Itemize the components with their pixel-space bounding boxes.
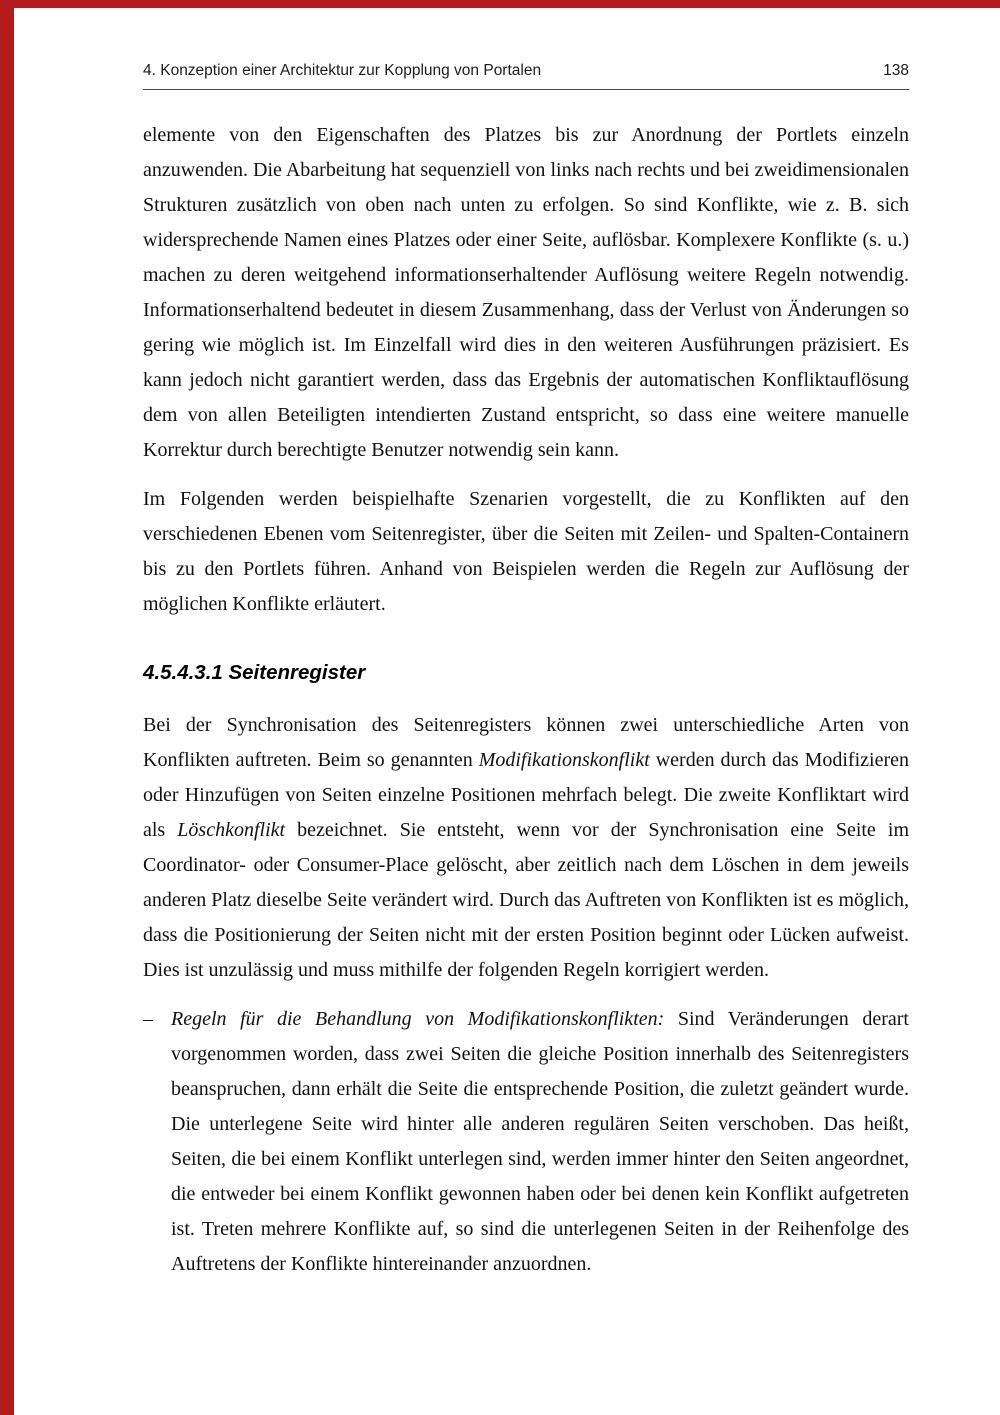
text-segment: Bei der Synchronisation des Seitenregisters können zwei unterschiedliche Arten von Konflikten auftreten. Beim so genannten [143, 714, 909, 771]
section-heading: 4.5.4.3.1 Seitenregister [143, 661, 366, 684]
paragraph [143, 482, 909, 622]
text-segment: Im Folgenden werden beispielhafte Szenarien vorgestellt, die zu Konflikten auf den verschiedenen Ebenen vom Seitenregister, über die Seiten mit Zeilen- und Spalten-Containern bis zu den Portlets führen. Anhand von Beispielen werden die Regeln zur Auflösung der möglichen Konflikte erläutert. [143, 488, 909, 615]
text-segment: Sind Veränderungen derart vorgenommen worden, dass zwei Seiten die gleiche Position innerhalb des Seitenregisters beanspruchen, dann erhält die Seite die entsprechende Position, die zuletzt geändert wurde. Die unterlegene Seite wird hinter alle anderen regulären Seiten verschoben. Das heißt, Seiten, die bei einem Konflikt unterlegen sind, werden immer hinter den Seiten angeordnet, die entweder bei einem Konflikt gewonnen haben oder bei denen kein Konflikt aufgetreten ist. Treten mehrere Konflikte auf, so sind die unterlegenen Seiten in der Reihenfolge des Auftretens der Konflikte hintereinander anzuordnen. [171, 1008, 909, 1275]
text-segment: werden durch das Modifizieren oder Hinzufügen von Seiten einzelne Positionen mehrfach belegt. Die zweite Konfliktart wird als [143, 749, 909, 841]
document-content [143, 118, 909, 1282]
page-number: 138 [883, 62, 909, 79]
paragraph [143, 118, 909, 468]
list-item [143, 1002, 909, 1282]
text-segment: Regeln für die Behandlung von Modifikationskonflikten: [171, 1008, 665, 1030]
text-segment: bezeichnet. Sie entsteht, wenn vor der Synchronisation eine Seite im Coordinator- oder Consumer-Place gelöscht, aber zeitlich nach dem Löschen in dem jeweils anderen Platz dieselbe Seite verändert wird. Durch das Auftreten von Konflikten ist es möglich, dass die Positionierung der Seiten nicht mit der ersten Position beginnt oder Lücken aufweist. Dies ist unzulässig und muss mithilfe der folgenden Regeln korrigiert werden. [143, 819, 909, 981]
page-border-top [0, 0, 1000, 8]
list-marker: – [143, 1008, 153, 1030]
page-content-area [143, 62, 909, 1282]
text-segment: Modifikationskonflikt [478, 749, 650, 771]
list-item-text [171, 1002, 909, 1282]
text-segment: elemente von den Eigenschaften des Platzes bis zur Anordnung der Portlets einzeln anzuwenden. Die Abarbeitung hat sequenziell von links nach rechts und bei zweidimensionalen Strukturen zusätzlich von oben nach unten zu erfolgen. So sind Konflikte, wie z. B. sich widersprechende Namen eines Platzes oder einer Seite, auflösbar. Komplexere Konflikte (s. u.) machen zu deren weitgehend informationserhaltender Auflösung weitere Regeln notwendig. Informationserhaltend bedeutet in diesem Zusammenhang, dass der Verlust von Änderungen so gering wie möglich ist. Im Einzelfall wird dies in den weiteren Ausführungen präzisiert. Es kann jedoch nicht garantiert werden, dass das Ergebnis der automatischen Konfliktauflösung dem von allen Beteiligten intendierten Zustand entspricht, so dass eine weitere manuelle Korrektur durch berechtigte Benutzer notwendig sein kann. [143, 124, 909, 461]
page-border-left [0, 0, 14, 1415]
text-segment: Löschkonflikt [177, 819, 286, 841]
page-header [143, 62, 909, 90]
paragraph [143, 708, 909, 988]
running-chapter-title: 4. Konzeption einer Architektur zur Kopplung von Portalen [143, 62, 542, 79]
